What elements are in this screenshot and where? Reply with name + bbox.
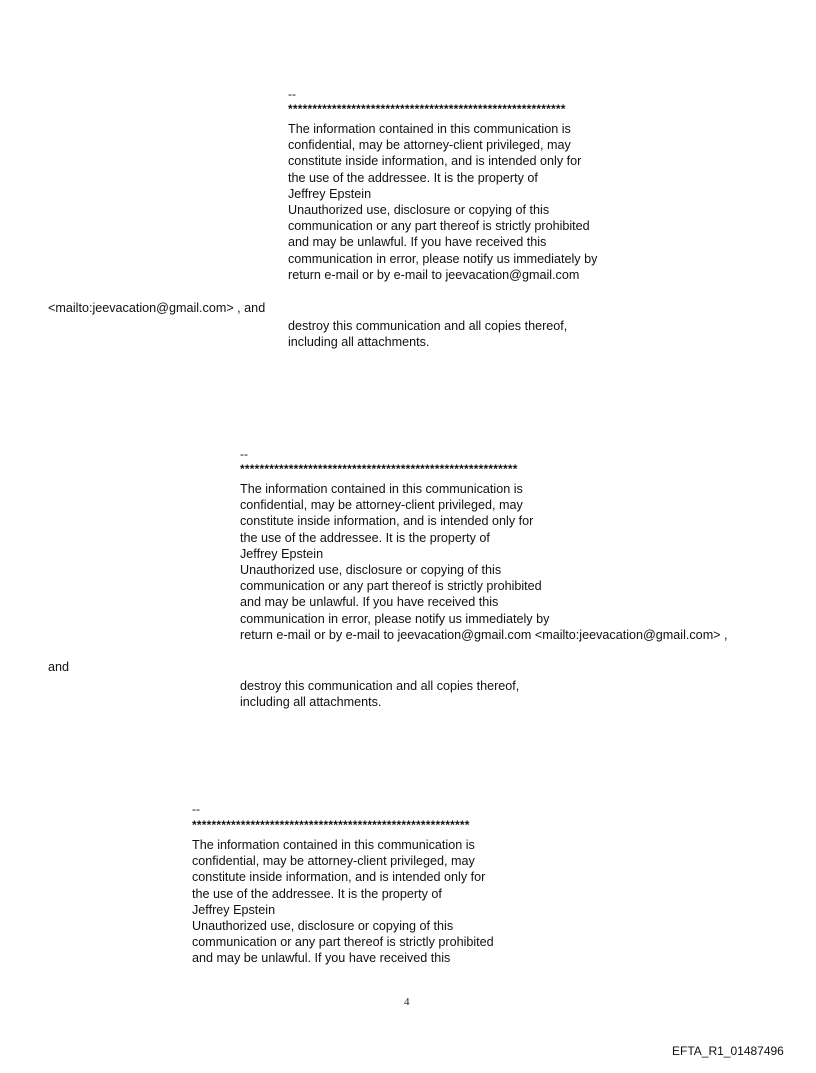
- disclaimer-line: return e-mail or by e-mail to jeevacation@gmail.com <mailto:jeevacation@gmail.com> ,: [240, 627, 728, 642]
- disclaimer-line: communication or any part thereof is strictly prohibited: [240, 579, 542, 594]
- disclaimer-line: destroy this communication and all copies thereof,: [288, 319, 568, 333]
- mailto-wrap-line: and: [48, 660, 70, 674]
- disclaimer-line: Jeffrey Epstein: [240, 546, 324, 561]
- disclaimer-line: communication in error, please notify us immediately by: [240, 611, 550, 626]
- disclaimer-line: including all attachments.: [240, 695, 382, 710]
- disclaimer-line: and may be unlawful. If you have received this: [240, 595, 499, 610]
- separator-stars: *********************************************************: [288, 102, 566, 116]
- disclaimer-line: constitute inside information, and is intended only for: [192, 870, 486, 885]
- separator-stars: *********************************************************: [192, 818, 470, 832]
- disclaimer-line: constitute inside information, and is intended only for: [240, 514, 534, 529]
- disclaimer-line: destroy this communication and all copies thereof,: [240, 679, 520, 693]
- separator-dash: --: [240, 447, 248, 461]
- disclaimer-line: communication or any part thereof is strictly prohibited: [192, 935, 494, 950]
- disclaimer-line: confidential, may be attorney-client privileged, may: [288, 138, 571, 153]
- disclaimer-body: [288, 121, 597, 283]
- separator-dash: --: [192, 802, 200, 816]
- disclaimer-line: Jeffrey Epstein: [192, 902, 276, 917]
- disclaimer-line: Unauthorized use, disclosure or copying of this: [288, 202, 550, 217]
- separator-stars: *********************************************************: [240, 462, 518, 476]
- page-number: 4: [404, 996, 410, 1008]
- disclaimer-body: [240, 481, 728, 643]
- disclaimer-line: The information contained in this communication is: [288, 122, 571, 136]
- document-id: EFTA_R1_01487496: [672, 1044, 784, 1058]
- disclaimer-line: communication in error, please notify us immediately by: [288, 251, 598, 266]
- disclaimer-line: communication or any part thereof is strictly prohibited: [288, 219, 590, 234]
- disclaimer-line: and may be unlawful. If you have received this: [192, 951, 451, 966]
- disclaimer-line: The information contained in this communication is: [240, 482, 523, 496]
- disclaimer-line: the use of the addressee. It is the property of: [240, 530, 490, 545]
- disclaimer-line: confidential, may be attorney-client privileged, may: [192, 854, 475, 869]
- disclaimer-body: [192, 837, 494, 967]
- disclaimer-line: Unauthorized use, disclosure or copying of this: [192, 918, 454, 933]
- disclaimer-line: constitute inside information, and is intended only for: [288, 154, 582, 169]
- disclaimer-line: Jeffrey Epstein: [288, 186, 372, 201]
- disclaimer-line: and may be unlawful. If you have received this: [288, 235, 547, 250]
- mailto-wrap-line: <mailto:jeevacation@gmail.com> , and: [48, 301, 266, 315]
- disclaimer-line: Unauthorized use, disclosure or copying of this: [240, 562, 502, 577]
- disclaimer-closing: [288, 318, 567, 350]
- separator-dash: --: [288, 87, 296, 101]
- disclaimer-line: confidential, may be attorney-client privileged, may: [240, 498, 523, 513]
- disclaimer-line: the use of the addressee. It is the property of: [288, 170, 538, 185]
- disclaimer-line: including all attachments.: [288, 335, 430, 350]
- disclaimer-closing: [240, 678, 519, 710]
- disclaimer-line: The information contained in this communication is: [192, 838, 475, 852]
- disclaimer-line: the use of the addressee. It is the property of: [192, 886, 442, 901]
- disclaimer-line: return e-mail or by e-mail to jeevacation@gmail.com: [288, 267, 580, 282]
